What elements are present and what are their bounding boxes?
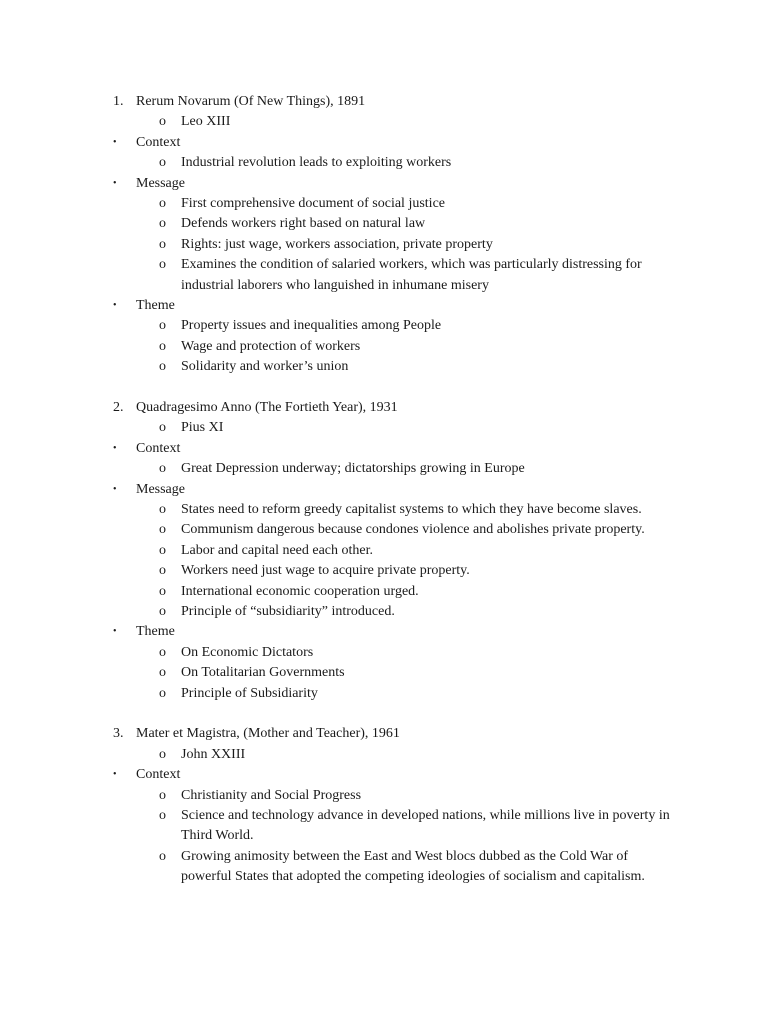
sub-list-item bbox=[0, 541, 768, 561]
section-title: Rerum Novarum (Of New Things), 1891 bbox=[136, 94, 366, 109]
sub-item-text: Communism dangerous because condones violence and abolishes private property. bbox=[181, 522, 645, 538]
bullet-heading-text: Theme bbox=[136, 298, 175, 314]
bullet-heading-text: Theme bbox=[136, 624, 175, 640]
sub-bullet-marker: o bbox=[159, 787, 166, 803]
bullet-heading bbox=[0, 133, 768, 153]
sub-list-item bbox=[0, 806, 768, 847]
bullet-glyph: • bbox=[113, 136, 117, 148]
bullet-heading-text: Message bbox=[136, 175, 185, 191]
sub-list-item bbox=[0, 520, 768, 540]
sub-item-text: Great Depression underway; dictatorships growing in Europe bbox=[181, 461, 525, 477]
sub-bullet-marker: o bbox=[159, 522, 166, 538]
sub-list-item bbox=[0, 745, 768, 765]
sub-item-text: Principle of “subsidiarity” introduced. bbox=[181, 604, 395, 620]
bullet-heading bbox=[0, 622, 768, 642]
sub-item-text: Property issues and inequalities among People bbox=[181, 318, 442, 334]
sub-item-text: Growing animosity between the East and West blocs dubbed as the Cold War of powerful States that adopted the competing ideologies of socialism and capitalism. bbox=[181, 848, 645, 885]
sub-list-item bbox=[0, 582, 768, 602]
sub-list-item bbox=[0, 418, 768, 438]
sub-item-text: Solidarity and worker’s union bbox=[181, 359, 349, 375]
sub-item-text: Defends workers right based on natural law bbox=[181, 216, 426, 232]
sub-bullet-marker: o bbox=[159, 502, 166, 517]
sub-item-text: Pius XI bbox=[181, 420, 224, 436]
sub-list-item bbox=[0, 459, 768, 479]
sub-item-text: Principle of Subsidiarity bbox=[181, 685, 318, 701]
sub-bullet-marker: o bbox=[159, 848, 166, 864]
sub-bullet-marker: o bbox=[159, 318, 166, 334]
sub-list-item bbox=[0, 153, 768, 173]
sub-item-text: First comprehensive document of social justice bbox=[181, 195, 445, 211]
sub-list-item bbox=[0, 602, 768, 622]
sub-list-item bbox=[0, 357, 768, 377]
sub-list-item bbox=[0, 235, 768, 255]
bullet-heading bbox=[0, 174, 768, 194]
sub-list-item bbox=[0, 847, 768, 888]
sub-list-item bbox=[0, 561, 768, 581]
sub-list-item bbox=[0, 663, 768, 683]
sub-bullet-marker: o bbox=[159, 604, 166, 620]
sub-item-text: Science and technology advance in developed nations, while millions live in poverty in Third World. bbox=[181, 808, 670, 844]
sub-list-item bbox=[0, 684, 768, 704]
section-heading bbox=[0, 398, 768, 418]
bullet-heading bbox=[0, 296, 768, 316]
bullet-glyph: • bbox=[113, 300, 117, 312]
bullet-glyph: • bbox=[113, 626, 117, 638]
sub-item-text: Labor and capital need each other. bbox=[181, 542, 374, 558]
sub-list-item bbox=[0, 194, 768, 214]
sub-bullet-marker: o bbox=[159, 420, 166, 436]
sub-bullet-marker: o bbox=[159, 644, 166, 660]
sub-bullet-marker: o bbox=[159, 114, 166, 130]
sub-bullet-marker: o bbox=[159, 257, 166, 273]
sub-bullet-marker: o bbox=[159, 338, 166, 354]
sub-bullet-marker: o bbox=[159, 665, 166, 681]
sub-bullet-marker: o bbox=[159, 542, 166, 558]
section-title: Quadragesimo Anno (The Fortieth Year), 1931 bbox=[136, 400, 398, 416]
sub-item-text: Christianity and Social Progress bbox=[181, 787, 362, 803]
sub-bullet-marker: o bbox=[159, 359, 166, 375]
sub-item-text: Rights: just wage, workers association, private property bbox=[181, 236, 493, 252]
section-heading bbox=[0, 92, 768, 112]
sub-item-text: John XXIII bbox=[181, 746, 246, 762]
bullet-heading-text: Context bbox=[136, 767, 181, 783]
sub-item-text: Leo XIII bbox=[181, 114, 231, 130]
bullet-heading-text: Context bbox=[136, 440, 181, 456]
document-section bbox=[0, 92, 768, 378]
sub-list-item bbox=[0, 500, 768, 520]
section-number: 2. bbox=[113, 400, 124, 416]
sub-bullet-marker: o bbox=[159, 563, 166, 579]
sub-list-item bbox=[0, 316, 768, 336]
bullet-glyph: • bbox=[113, 177, 117, 189]
sub-item-text: Industrial revolution leads to exploiting workers bbox=[181, 155, 452, 171]
sub-bullet-marker: o bbox=[159, 461, 166, 477]
sub-bullet-marker: o bbox=[159, 195, 166, 211]
bullet-glyph: • bbox=[113, 442, 117, 454]
document-section bbox=[0, 398, 768, 704]
section-title: Mater et Magistra, (Mother and Teacher), 1961 bbox=[136, 726, 400, 742]
sub-list-item bbox=[0, 214, 768, 234]
sub-bullet-marker: o bbox=[159, 236, 166, 252]
sub-bullet-marker: o bbox=[159, 155, 166, 171]
sub-item-text: Workers need just wage to acquire private property. bbox=[181, 563, 470, 579]
sub-bullet-marker: o bbox=[159, 808, 166, 824]
sub-list-item bbox=[0, 337, 768, 357]
sub-item-text: On Economic Dictators bbox=[181, 644, 314, 660]
sub-bullet-marker: o bbox=[159, 216, 166, 232]
section-number: 3. bbox=[113, 726, 124, 742]
sub-bullet-marker: o bbox=[159, 685, 166, 701]
bullet-heading bbox=[0, 480, 768, 500]
bullet-glyph: • bbox=[113, 769, 117, 781]
document-body bbox=[0, 92, 768, 908]
document-section bbox=[0, 724, 768, 887]
bullet-heading bbox=[0, 765, 768, 785]
sub-list-item bbox=[0, 255, 768, 296]
section-heading bbox=[0, 724, 768, 744]
section-number: 1. bbox=[113, 94, 124, 109]
sub-item-text: States need to reform greedy capitalist systems to which they have become slaves. bbox=[181, 502, 642, 517]
sub-item-text: On Totalitarian Governments bbox=[181, 665, 345, 681]
sub-bullet-marker: o bbox=[159, 746, 166, 762]
sub-list-item bbox=[0, 112, 768, 132]
sub-item-text: Wage and protection of workers bbox=[181, 338, 361, 354]
sub-bullet-marker: o bbox=[159, 583, 166, 599]
bullet-heading-text: Message bbox=[136, 481, 185, 497]
sub-item-text: International economic cooperation urged. bbox=[181, 583, 419, 599]
sub-list-item bbox=[0, 643, 768, 663]
sub-list-item bbox=[0, 786, 768, 806]
sub-item-text: Examines the condition of salaried workers, which was particularly distressing for industrial laborers who languished in inhumane misery bbox=[181, 257, 642, 293]
bullet-glyph: • bbox=[113, 483, 117, 495]
bullet-heading bbox=[0, 439, 768, 459]
bullet-heading-text: Context bbox=[136, 134, 181, 150]
